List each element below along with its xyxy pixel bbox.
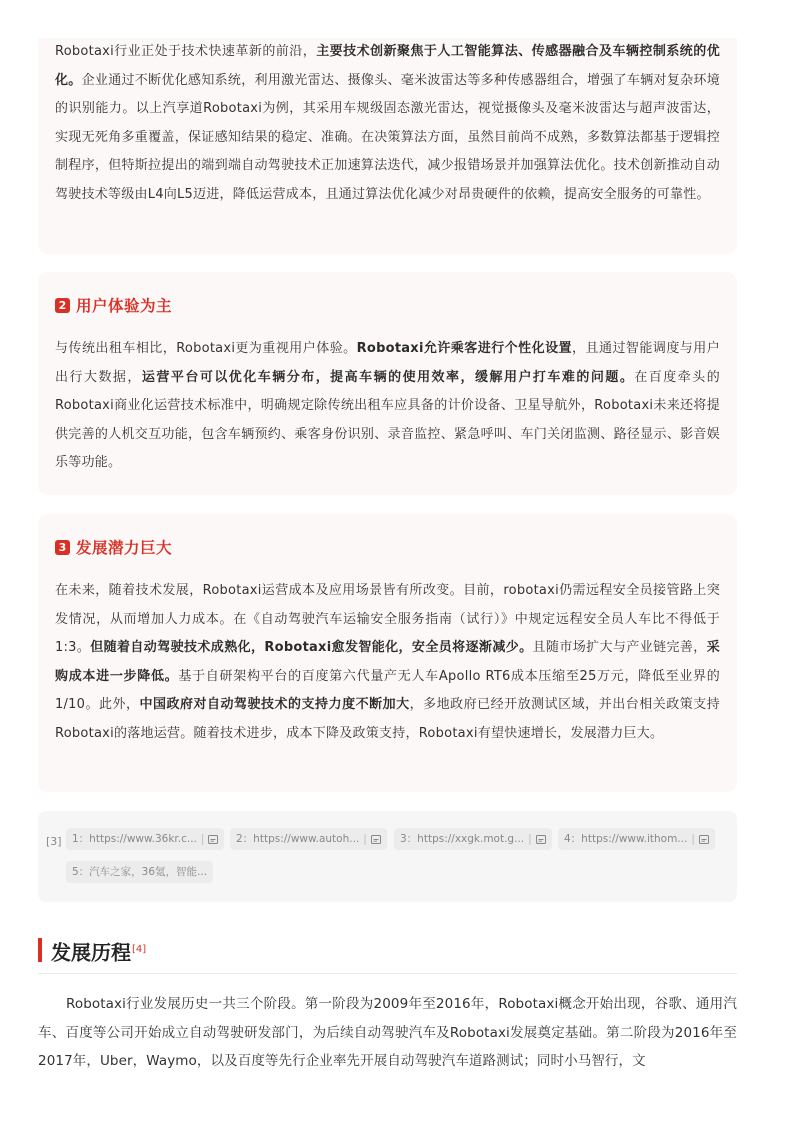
section-card-potential (38, 514, 737, 792)
emphasis-text: Robotaxi允许乘客进行个性化设置 (356, 341, 573, 356)
text-run: 在未来，随着技术发展，Robotaxi运营成本及应用场景皆有所改变。目前，robotaxi仍需远程安全员接管路上突发情况，从而增加人力成本。在《自动驾驶汽车运输安全服务指南（试行）》中规定远程安全员人车比不得低于 1:3。 (55, 583, 720, 656)
emphasis-text: 中国政府对自动驾驶技术的支持力度不断加大 (139, 697, 410, 713)
text-run: 在百度牵头的Robotaxi商业化运营技术标准中，明确规定除传统出租车应具备的计价设备、卫星导航外，Robotaxi未来还将提供完善的人机交互功能，包含车辆预约、乘客身份识别、录音监控、紧急呼叫、车门关闭监测、路径显示、影音娱乐等功能。 (55, 369, 720, 471)
external-link-icon[interactable] (536, 835, 546, 844)
reference-link-1[interactable] (66, 828, 224, 850)
text-run: Robotaxi行业正处于技术快速革新的前沿， (55, 44, 317, 59)
section-card-user-experience (38, 272, 737, 495)
section-heading-development (38, 934, 737, 974)
body-paragraph: Robotaxi行业发展历史一共三个阶段。第一阶段为2009年至2016年，Robotaxi概念开始出现，谷歌、通用汽车、百度等公司开始成立自动驾驶研发部门，为后续自动驾驶汽车及Robotaxi发展奠定基础。第二阶段为2016年至2017年，Uber，Waymo，以及百度等先行企业率先开展自动驾驶汽车道路测试；同时小马智行，文 (38, 996, 737, 1069)
reference-link-label: 2：https://www.autoh... (236, 833, 360, 845)
section-number-badge: 3 (55, 540, 70, 555)
card-paragraph (55, 335, 720, 478)
text-run: 基于自研架构平台的百度第六代量产无人车Apollo RT6成本压缩至25万元，降低至业界的1/10。此外， (55, 668, 720, 713)
separator: | (200, 833, 205, 845)
reference-link-2[interactable] (230, 828, 387, 850)
section-number-badge: 2 (55, 298, 70, 313)
separator: | (363, 833, 367, 845)
reference-link-label: 3：https://xxgk.mot.g... (400, 833, 525, 845)
citation-link[interactable]: [4] (132, 944, 147, 955)
separator: | (528, 833, 532, 845)
separator: | (691, 833, 695, 845)
reference-link-label: 1：https://www.36kr.c... (72, 833, 197, 845)
external-link-icon[interactable] (371, 835, 381, 844)
reference-link-5[interactable] (66, 861, 213, 883)
emphasis-text: 运营平台可以优化车辆分布，提高车辆的使用效率，缓解用户打车难的问题。 (141, 369, 635, 385)
reference-link-label: 5：汽车之家，36氪，智能... (72, 866, 208, 878)
card-paragraph (55, 577, 720, 749)
text-run: ，多地政府已经开放测试区域，并出台相关政策支持Robotaxi的落地运营。随着技术进步，成本下降及政策支持，Robotaxi有望快速增长，发展潜力巨大。 (55, 697, 720, 741)
card-paragraph (55, 38, 720, 210)
emphasis-text: 但随着自动驾驶技术成熟化，Robotaxi愈发智能化，安全员将逐渐减少。 (90, 640, 533, 656)
external-link-icon[interactable] (208, 835, 218, 844)
reference-link-label: 4：https://www.ithom... (564, 833, 688, 845)
text-run: ，且通过智能调度与用户出行大数据， (55, 341, 720, 385)
text-run: 与传统出租车相比，Robotaxi更为重视用户体验。 (55, 341, 357, 356)
reference-box (38, 811, 737, 902)
section-heading (55, 537, 720, 557)
section-card-technology (38, 38, 737, 254)
section-title: 用户体验为主 (76, 297, 173, 315)
external-link-icon[interactable] (699, 835, 709, 844)
text-run: 且随市场扩大与产业链完善， (532, 640, 707, 656)
emphasis-text: 采购成本进一步降低。 (55, 640, 720, 684)
emphasis-text: 主要技术创新聚焦于人工智能算法、传感器融合及车辆控制系统的优化。 (55, 44, 720, 88)
page-section-title (51, 934, 146, 969)
heading-accent-bar (38, 938, 42, 962)
section-title: 发展潜力巨大 (76, 539, 173, 557)
reference-number: [3] (46, 835, 62, 848)
section-heading (55, 295, 720, 315)
reference-link-3[interactable] (394, 828, 552, 850)
text-run: 企业通过不断优化感知系统，利用激光雷达、摄像头、毫米波雷达等多种传感器组合，增强了车辆对复杂环境的识别能力。以上汽享道Robotaxi为例，其采用车规级固态激光雷达，视觉摄像头及毫米波雷达与超声波雷达，实现无死角多重覆盖，保证感知结果的稳定、准确。在决策算法方面，虽然目前尚不成熟，多数算法都基于逻辑控制程序，但特斯拉提出的端到端自动驾驶技术正加速算法迭代，减少报错场景并加强算法优化。技术创新推动自动驾驶技术等级由L4向L5迈进，降低运营成本，且通过算法优化减少对昂贵硬件的依赖，提高安全服务的可靠性。 (55, 72, 720, 202)
heading-text: 发展历程 (51, 940, 131, 965)
reference-link-4[interactable] (558, 828, 715, 850)
